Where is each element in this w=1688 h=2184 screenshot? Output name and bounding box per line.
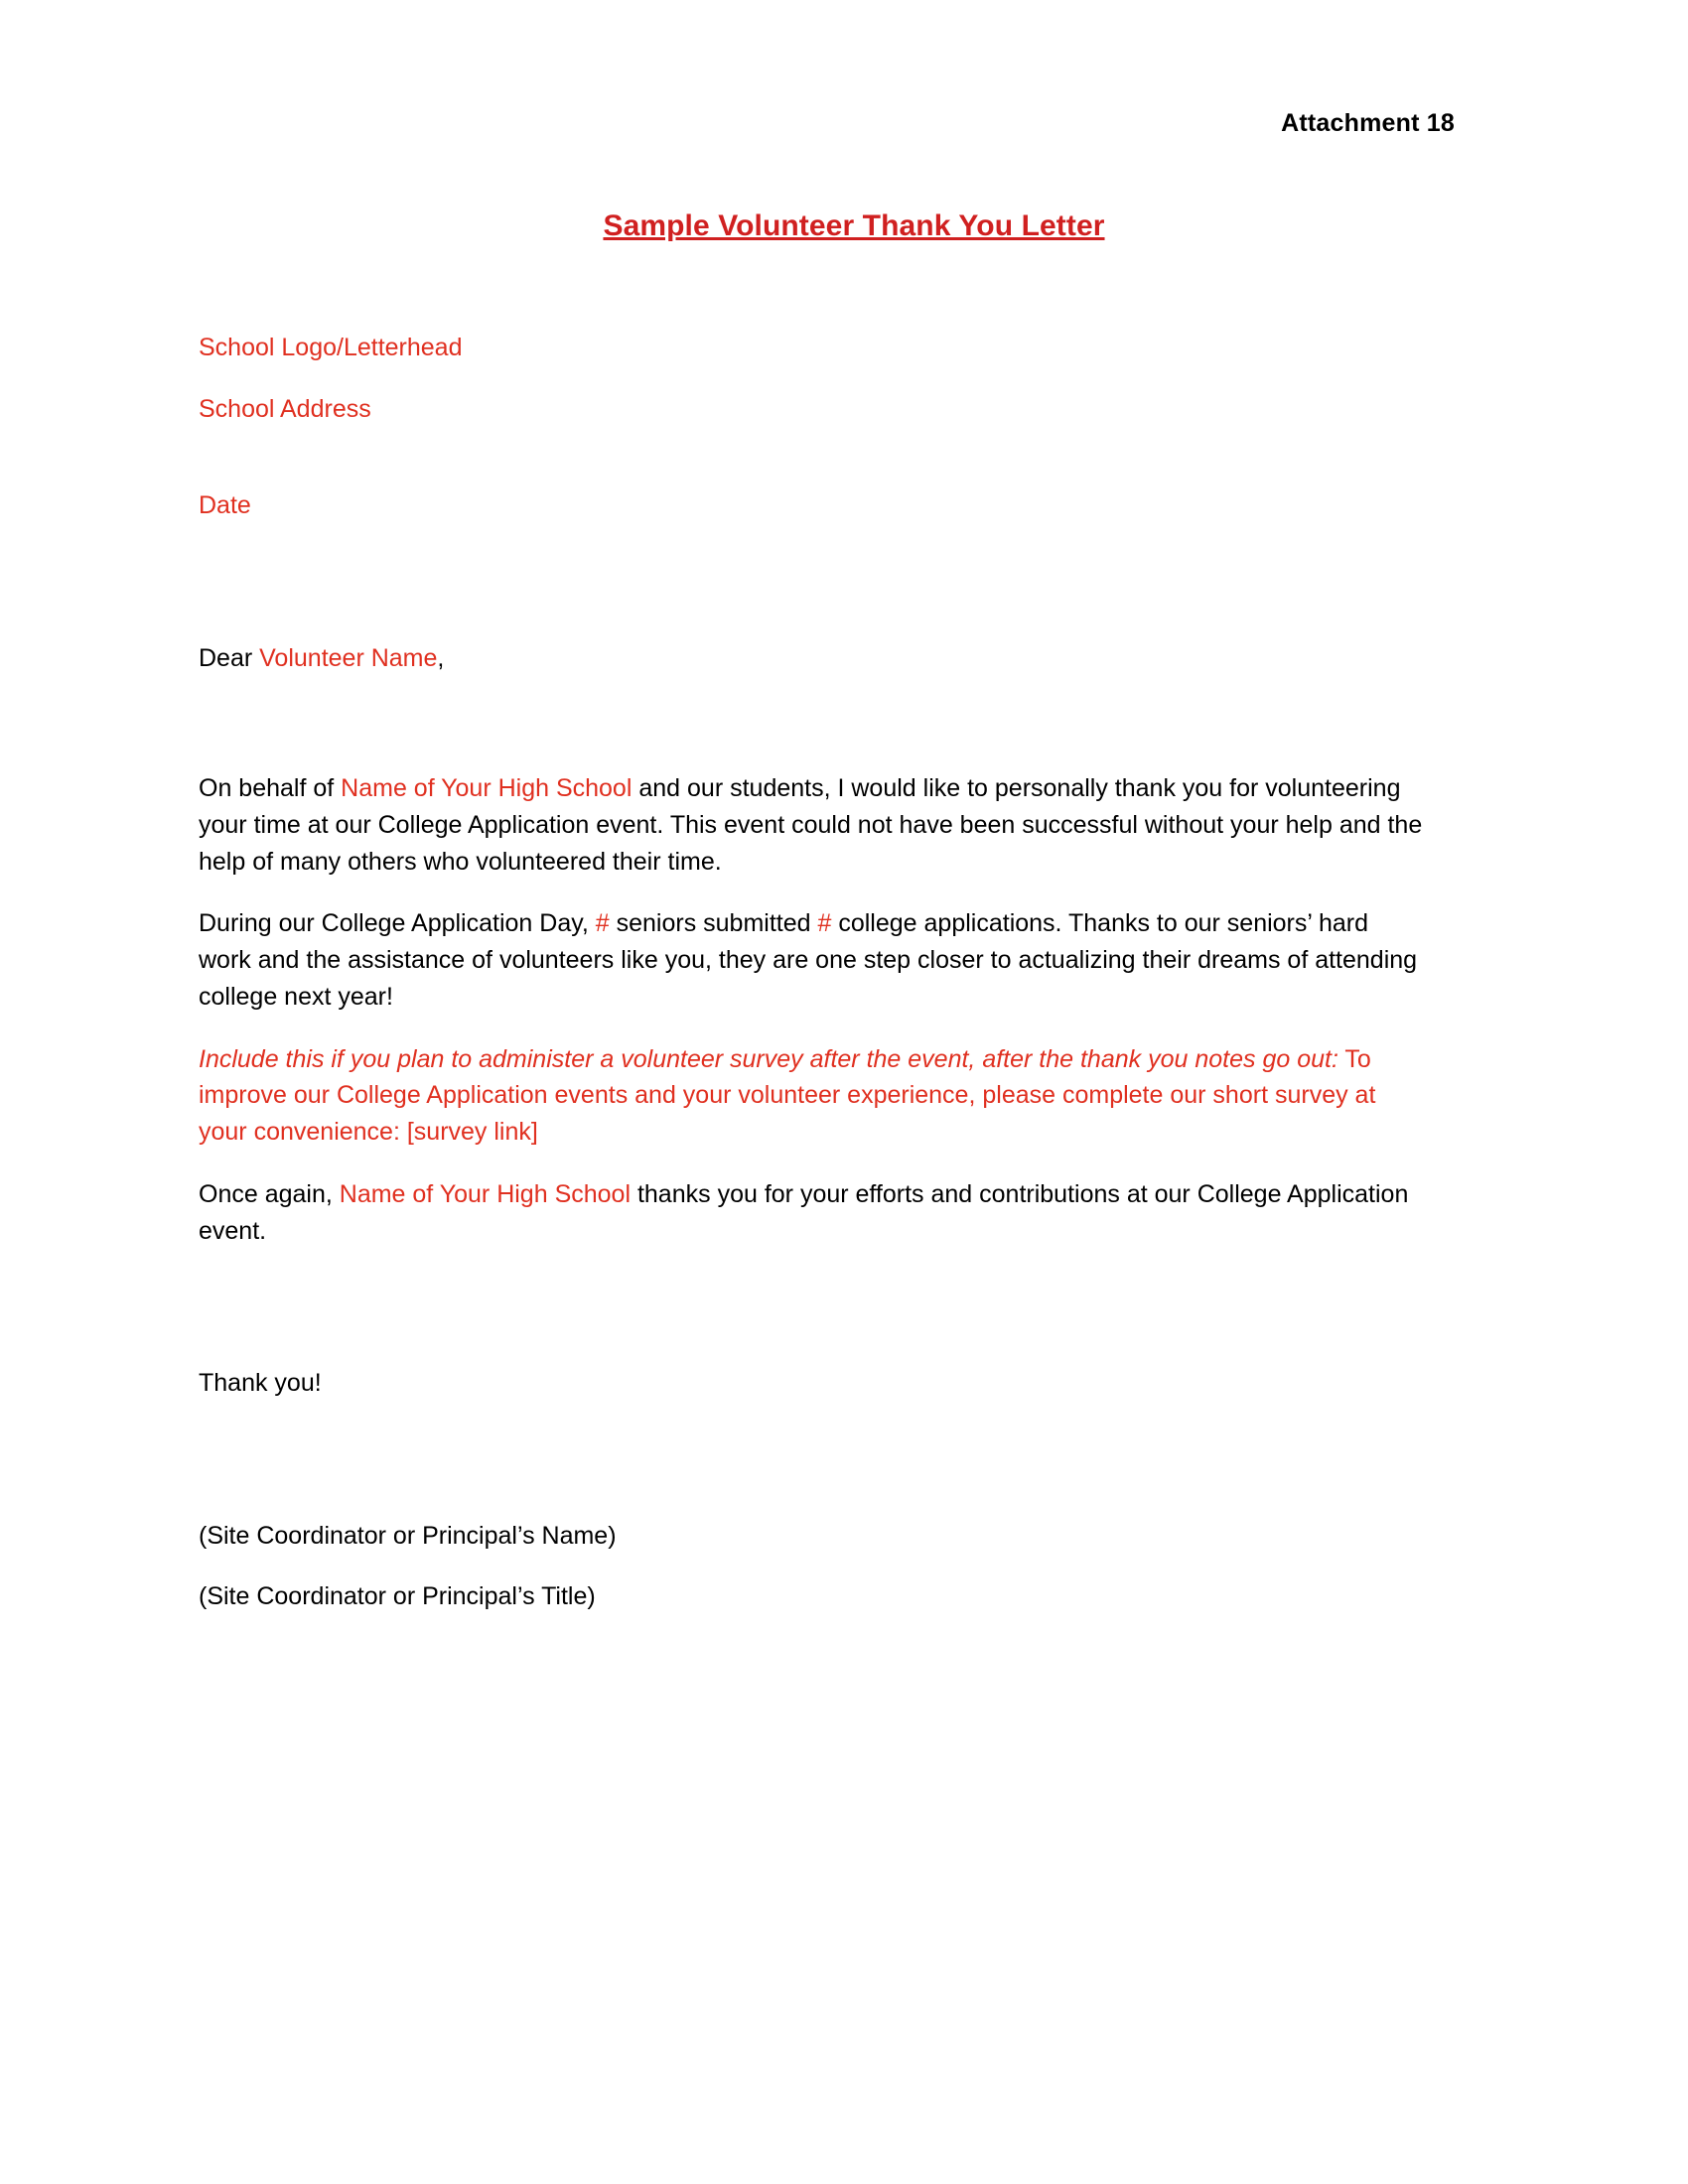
body-paragraph-3-survey <box>199 1041 1425 1151</box>
paragraph2-part3: college applications. Thanks to our seniors’ hard work and the assistance of volunteers like you, they are one step closer to actualizing their dreams of attending college next year! <box>199 909 1418 1011</box>
paragraph2-hash-applications: # <box>817 909 832 938</box>
salutation-suffix: , <box>437 643 445 672</box>
signature-title-line: (Site Coordinator or Principal’s Title) <box>199 1582 596 1611</box>
spacer-before-date <box>199 427 1509 488</box>
closing-line: Thank you! <box>199 1369 322 1398</box>
signature-name-line: (Site Coordinator or Principal’s Name) <box>199 1521 617 1550</box>
body-paragraph-4 <box>199 1176 1425 1250</box>
paragraph4-part2: thanks you for your efforts and contributions at our College Application event. <box>199 1179 1409 1245</box>
body-paragraph-2 <box>199 905 1425 1015</box>
body-paragraph-1 <box>199 770 1425 880</box>
paragraph2-part2: seniors submitted <box>609 909 818 938</box>
paragraph1-school-placeholder: Name of Your High School <box>341 774 633 802</box>
spacer-before-signature <box>199 1402 1509 1519</box>
letterhead-address-line: School Address <box>199 394 371 423</box>
salutation <box>199 641 1509 677</box>
paragraph4-school-placeholder: Name of Your High School <box>339 1179 632 1208</box>
paragraph2-hash-seniors: # <box>595 909 610 938</box>
letterhead-logo-line: School Logo/Letterhead <box>199 334 463 361</box>
paragraph3-instruction: Include this if you plan to administer a volunteer survey after the event, after the thank you notes go out: <box>199 1044 1338 1073</box>
attachment-label: Attachment 18 <box>1281 109 1455 137</box>
page-title: Sample Volunteer Thank You Letter <box>603 209 1105 242</box>
letterhead-date-line: Date <box>199 491 251 519</box>
paragraph3-body: To improve our College Application events and your volunteer experience, please complete our short survey at your convenience: [survey link] <box>199 1044 1376 1146</box>
spacer-before-salutation <box>199 524 1509 641</box>
spacer-signature <box>199 1554 1509 1579</box>
spacer-after-title <box>199 243 1509 331</box>
spacer-letterhead <box>199 366 1509 392</box>
spacer-before-body <box>199 676 1509 770</box>
paragraph4-part1: Once again, <box>199 1179 340 1208</box>
paragraph1-part2: and our students, I would like to personally thank you for volunteering your time at our College Application event. This event could not have been successful without your help and the help of many others who volunteered their time. <box>199 774 1423 876</box>
salutation-prefix: Dear <box>199 643 260 672</box>
spacer-before-closing <box>199 1249 1509 1366</box>
paragraph1-part1: On behalf of <box>199 774 342 802</box>
salutation-volunteer-placeholder: Volunteer Name <box>259 643 438 672</box>
paragraph2-part1: During our College Application Day, <box>199 909 596 938</box>
